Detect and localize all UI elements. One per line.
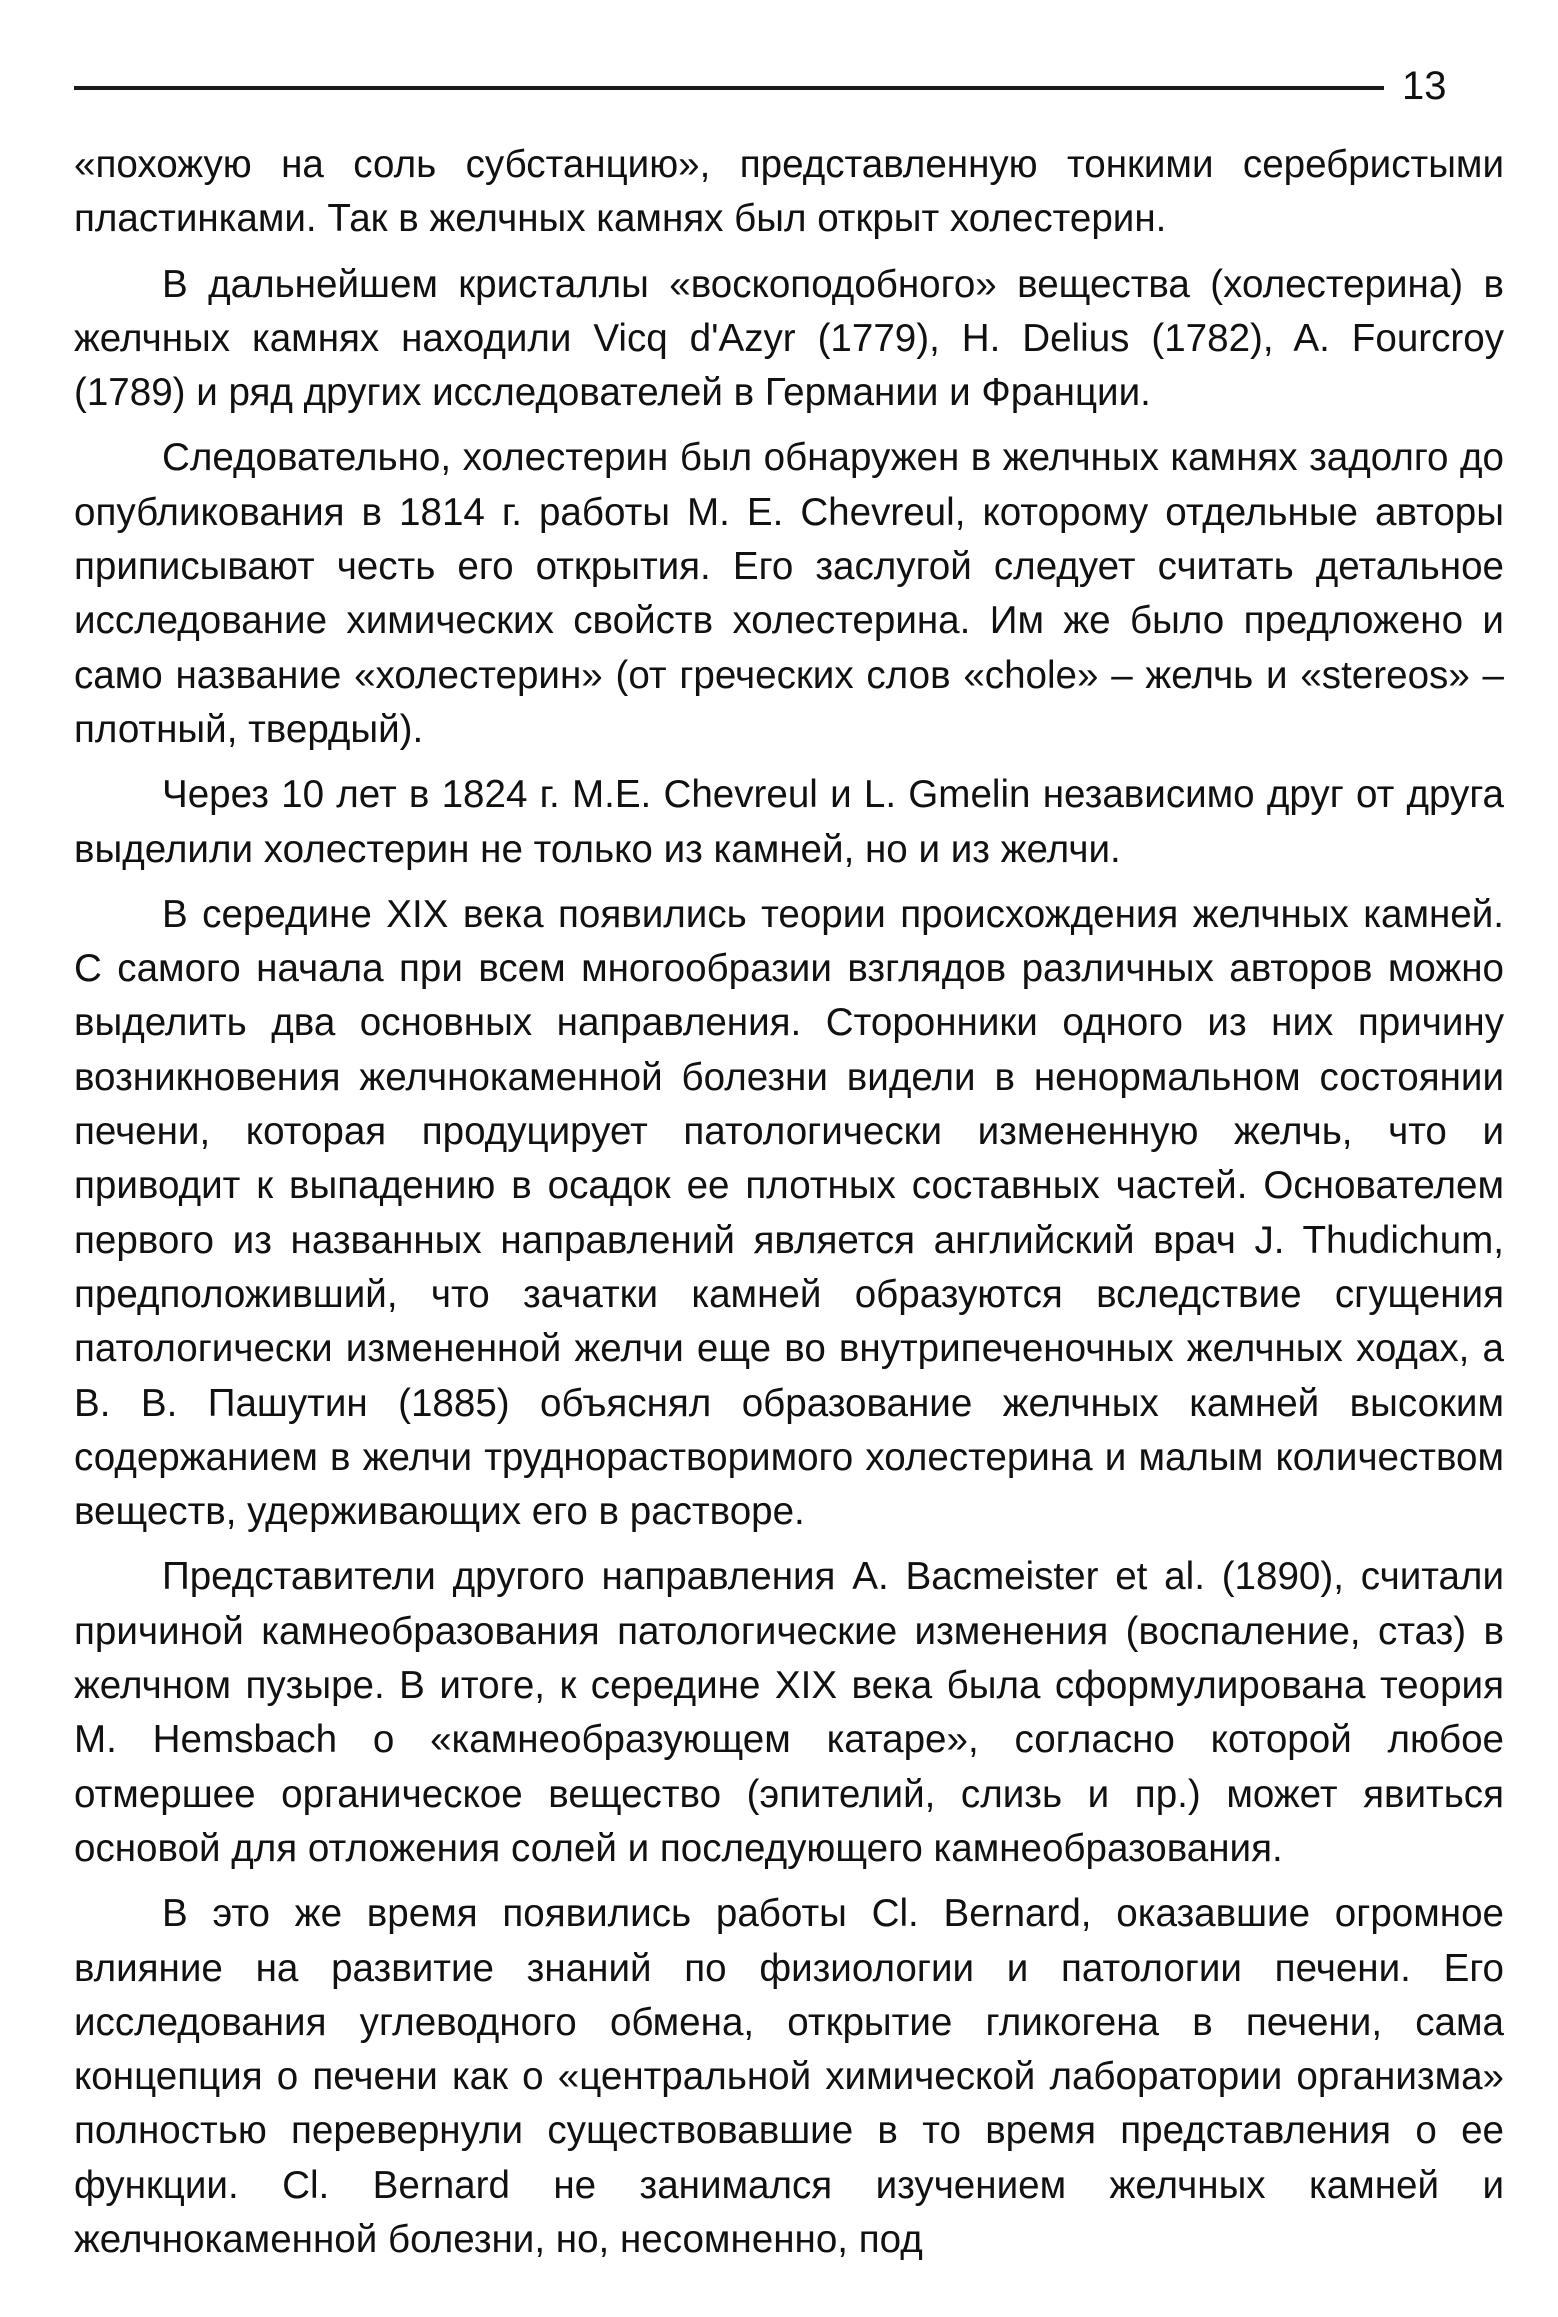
text-body xyxy=(74,138,1504,2278)
page-number: 13 xyxy=(1402,64,1447,108)
paragraph: «похожую на соль субстанцию», представленную тонкими серебристыми пластинками. Так в желчных камнях был открыт холестерин. xyxy=(74,143,1504,241)
paragraph: В середине XIX века появились теории происхождения желчных камней. С самого начала при всем многообразии взглядов различных авторов можно выделить два основных направления. Сторонники одного из них причину возникновения желчнокаменной болезни видели в ненормальном состоянии печени, которая продуцирует патологически измененную желчь, что и приводит к выпадению в осадок ее плотных составных частей. Основателем первого из названных направлений является английский врач J. Thudichum, предположивший, что зачатки камней образуются вследствие сгущения патологически измененной желчи еще во внутрипеченочных желчных ходах, а В. В. Пашутин (1885) объяснял образование желчных камней высоким содержанием в желчи труднорастворимого холестерина и малым количеством веществ, удерживающих его в растворе. xyxy=(74,892,1504,1534)
paragraph: Представители другого направления A. Bacmeister et al. (1890), считали причиной камнеобразования патологические изменения (воспаление, стаз) в желчном пузыре. В итоге, к середине XIX века была сформулирована теория M. Hemsbach о «камнеобразующем катаре», согласно которой любое отмершее органическое вещество (эпителий, слизь и пр.) может явиться основой для отложения солей и последующего камнеобразования. xyxy=(74,1555,1504,1870)
paragraph: Следовательно, холестерин был обнаружен в желчных камнях задолго до опубликования в 1814 г. работы M. E. Chevreul, которому отдельные авторы приписывают честь его открытия. Его заслугой следует считать детальное исследование химических свойств холестерина. Им же было предложено и само название «холестерин» (от греческих слов «chole» – желчь и «stereos» – плотный, твердый). xyxy=(74,436,1504,751)
paragraph: В это же время появились работы Cl. Bernard, оказавшие огромное влияние на развитие знаний по физиологии и патологии печени. Его исследования углеводного обмена, открытие гликогена в печени, сама концепция о печени как о «центральной химической лаборатории организма» полностью перевернули существовавшие в то время представления о ее функции. Cl. Bernard не занимался изучением желчных камней и желчнокаменной болезни, но, несомненно, под xyxy=(74,1892,1504,2261)
paragraph: В дальнейшем кристаллы «воскоподобного» вещества (холестерина) в желчных камнях находили Vicq d'Azyr (1779), H. Delius (1782), A. Fourcroy (1789) и ряд других исследователей в Германии и Франции. xyxy=(74,262,1504,415)
paragraph: Через 10 лет в 1824 г. M.E. Chevreul и L. Gmelin независимо друг от друга выделили холестерин не только из камней, но и из желчи. xyxy=(74,773,1504,871)
header-rule xyxy=(74,86,1384,90)
